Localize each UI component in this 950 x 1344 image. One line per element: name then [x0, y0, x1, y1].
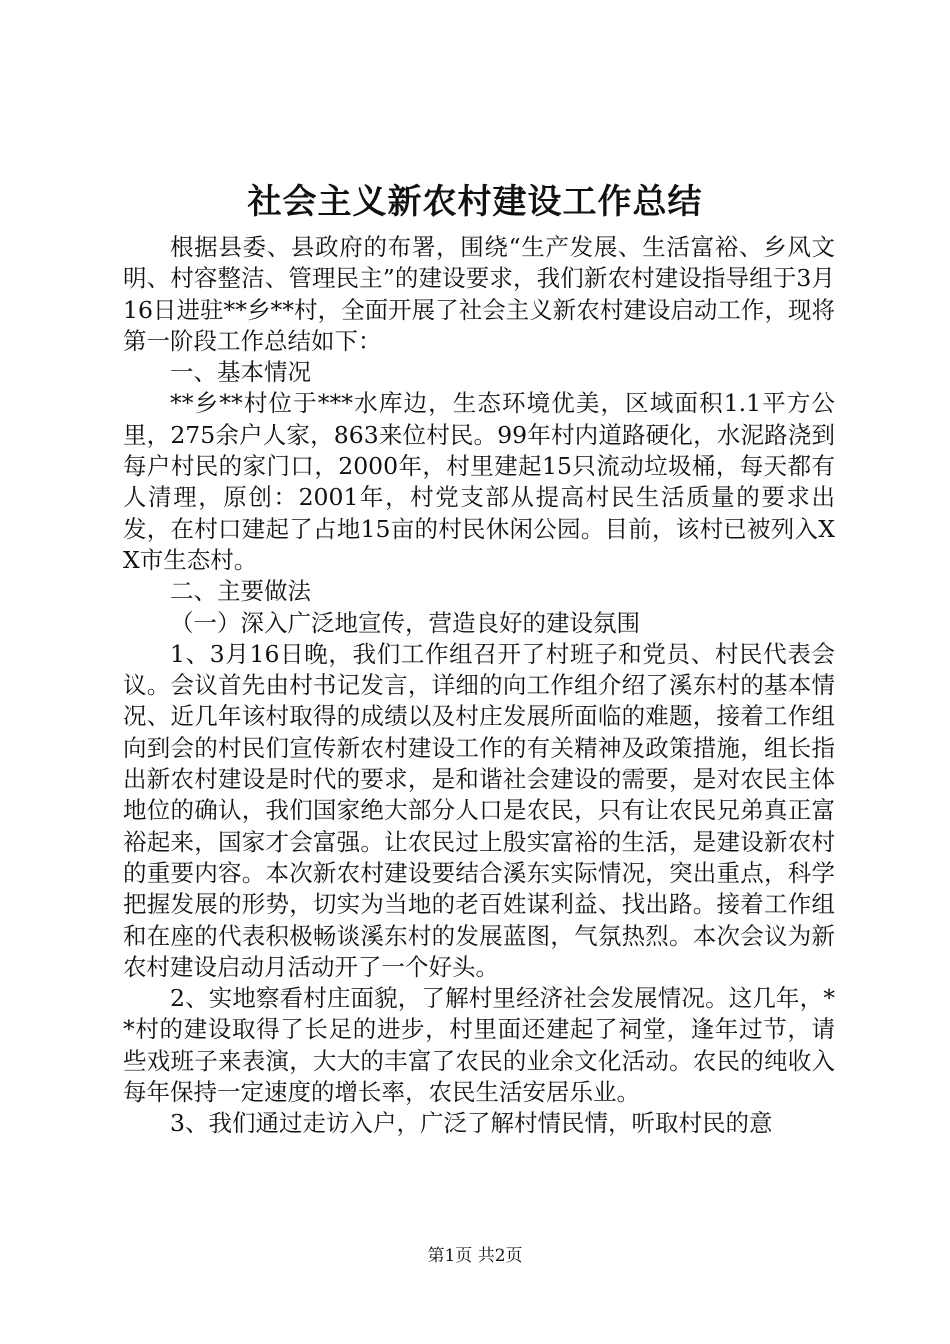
paragraph-basic-situation: **乡**村位于***水库边，生态环境优美，区域面积1.1平方公里，275余户人家，863来位村民。99年村内道路硬化，水泥路浇到每户村民的家门口，2000年，村里建起15只流动垃圾桶，每天都有人清理，原创：2001年，村党支部从提高村民生活质量的要求出发，在村口建起了占地15亩的村民休闲公园。目前，该村已被列入XX市生态村。: [123, 389, 835, 574]
subsection-heading-publicity: （一）深入广泛地宣传，营造良好的建设氛围: [170, 608, 640, 637]
paragraph-intro: 根据县委、县政府的布署，围绕“生产发展、生活富裕、乡风文明、村容整洁、管理民主”的建设要求，我们新农村建设指导组于3月16日进驻**乡**村，全面开展了社会主义新农村建设启动工作，现将第一阶段工作总结如下：: [123, 233, 835, 355]
document-title: 社会主义新农村建设工作总结: [247, 182, 703, 222]
document-body: [123, 232, 835, 1140]
paragraph-item-1: 1、3月16日晚，我们工作组召开了村班子和党员、村民代表会议。会议首先由村书记发言，详细的向工作组介绍了溪东村的基本情况、近几年该村取得的成绩以及村庄发展所面临的难题，接着工作组向到会的村民们宣传新农村建设工作的有关精神及政策措施，组长指出新农村建设是时代的要求，是和谐社会建设的需要，是对农民主体地位的确认，我们国家绝大部分人口是农民，只有让农民兄弟真正富裕起来，国家才会富强。让农民过上殷实富裕的生活，是建设新农村的重要内容。本次新农村建设要结合溪东实际情况，突出重点，科学把握发展的形势，切实为当地的老百姓谋利益、找出路。接着工作组和在座的代表积极畅谈溪东村的发展蓝图，气氛热烈。本次会议为新农村建设启动月活动开了一个好头。: [123, 639, 835, 981]
section-heading-main-practices: 二、主要做法: [170, 577, 311, 606]
paragraph-item-3: 3、我们通过走访入户，广泛了解村情民情，听取村民的意: [170, 1109, 773, 1138]
paragraph-item-2: 2、实地察看村庄面貌，了解村里经济社会发展情况。这几年，**村的建设取得了长足的进步，村里面还建起了祠堂，逢年过节，请些戏班子来表演，大大的丰富了农民的业余文化活动。农民的纯收入每年保持一定速度的增长率，农民生活安居乐业。: [123, 984, 835, 1107]
section-heading-basic-situation: 一、基本情况: [170, 358, 311, 387]
page-footer: 第1页 共2页: [427, 1246, 523, 1266]
